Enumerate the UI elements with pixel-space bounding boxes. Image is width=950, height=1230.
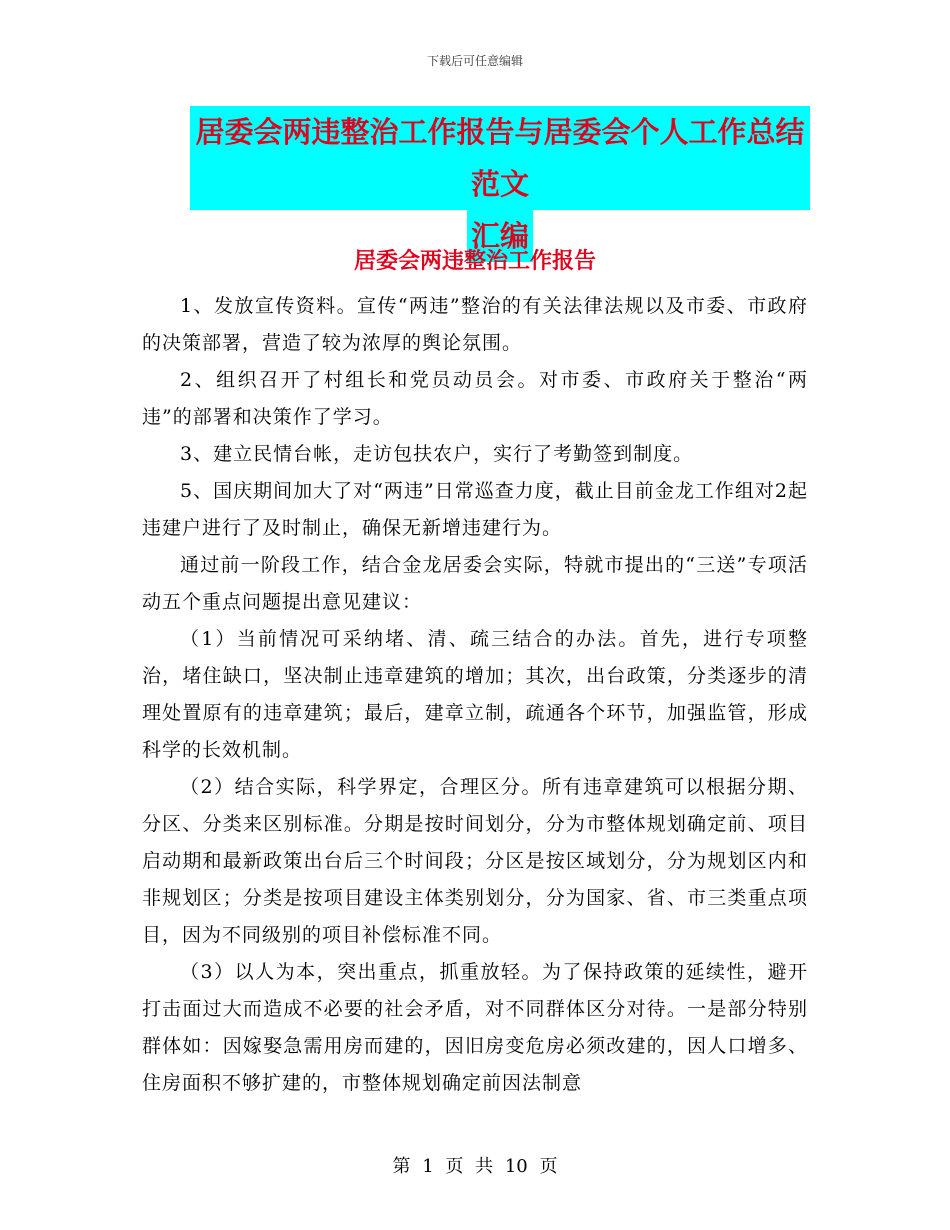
paragraph-1: 1、发放宣传资料。宣传“两违”整治的有关法律法规以及市委、市政府的决策部署，营造了较为浓厚的舆论氛围。 (142, 295, 808, 354)
document-title (190, 106, 810, 262)
document-title-line-1: 居委会两违整治工作报告与居委会个人工作总结范文 (190, 106, 810, 210)
paragraph-6: （1）当前情况可采纳堵、清、疏三结合的办法。首先，进行专项整治，堵住缺口，坚决制止违章建筑的增加；其次，出台政策，分类逐步的清理处置原有的违章建筑；最后，建章立制，疏通各个环节，加强监管，形成科学的长效机制。 (142, 628, 808, 761)
section-title: 居委会两违整治工作报告 (353, 249, 596, 274)
page-header-note: 下载后可任意编辑 (426, 54, 523, 68)
document-body (142, 288, 808, 1102)
paragraph-5: 通过前一阶段工作，结合金龙居委会实际，特就市提出的“三送”专项活动五个重点问题提出意见建议： (142, 554, 808, 613)
paragraph-3: 3、建立民情台帐，走访包扶农户，实行了考勤签到制度。 (180, 443, 694, 465)
page-number: 第 1 页 共 10 页 (392, 1156, 558, 1177)
document-title-line-2: 汇编 (467, 210, 533, 262)
paragraph-4: 5、国庆期间加大了对“两违”日常巡查力度，截止目前金龙工作组对2起违建户进行了及时制止，确保无新增违建行为。 (142, 480, 808, 539)
paragraph-7: （2）结合实际，科学界定，合理区分。所有违章建筑可以根据分期、分区、分类来区别标准。分期是按时间划分，分为市整体规划确定前、项目启动期和最新政策出台后三个时间段；分区是按区域划分，分为规划区内和非规划区；分类是按项目建设主体类别划分，分为国家、省、市三类重点项目，因为不同级别的项目补偿标准不同。 (142, 776, 808, 946)
paragraph-2: 2、组织召开了村组长和党员动员会。对市委、市政府关于整治“两违”的部署和决策作了学习。 (142, 369, 808, 428)
paragraph-8: （3）以人为本，突出重点，抓重放轻。为了保持政策的延续性，避开打击面过大而造成不必要的社会矛盾，对不同群体区分对待。一是部分特别群体如：因嫁娶急需用房而建的，因旧房变危房必须改建的，因人口增多、住房面积不够扩建的，市整体规划确定前因法制意 (142, 961, 808, 1094)
